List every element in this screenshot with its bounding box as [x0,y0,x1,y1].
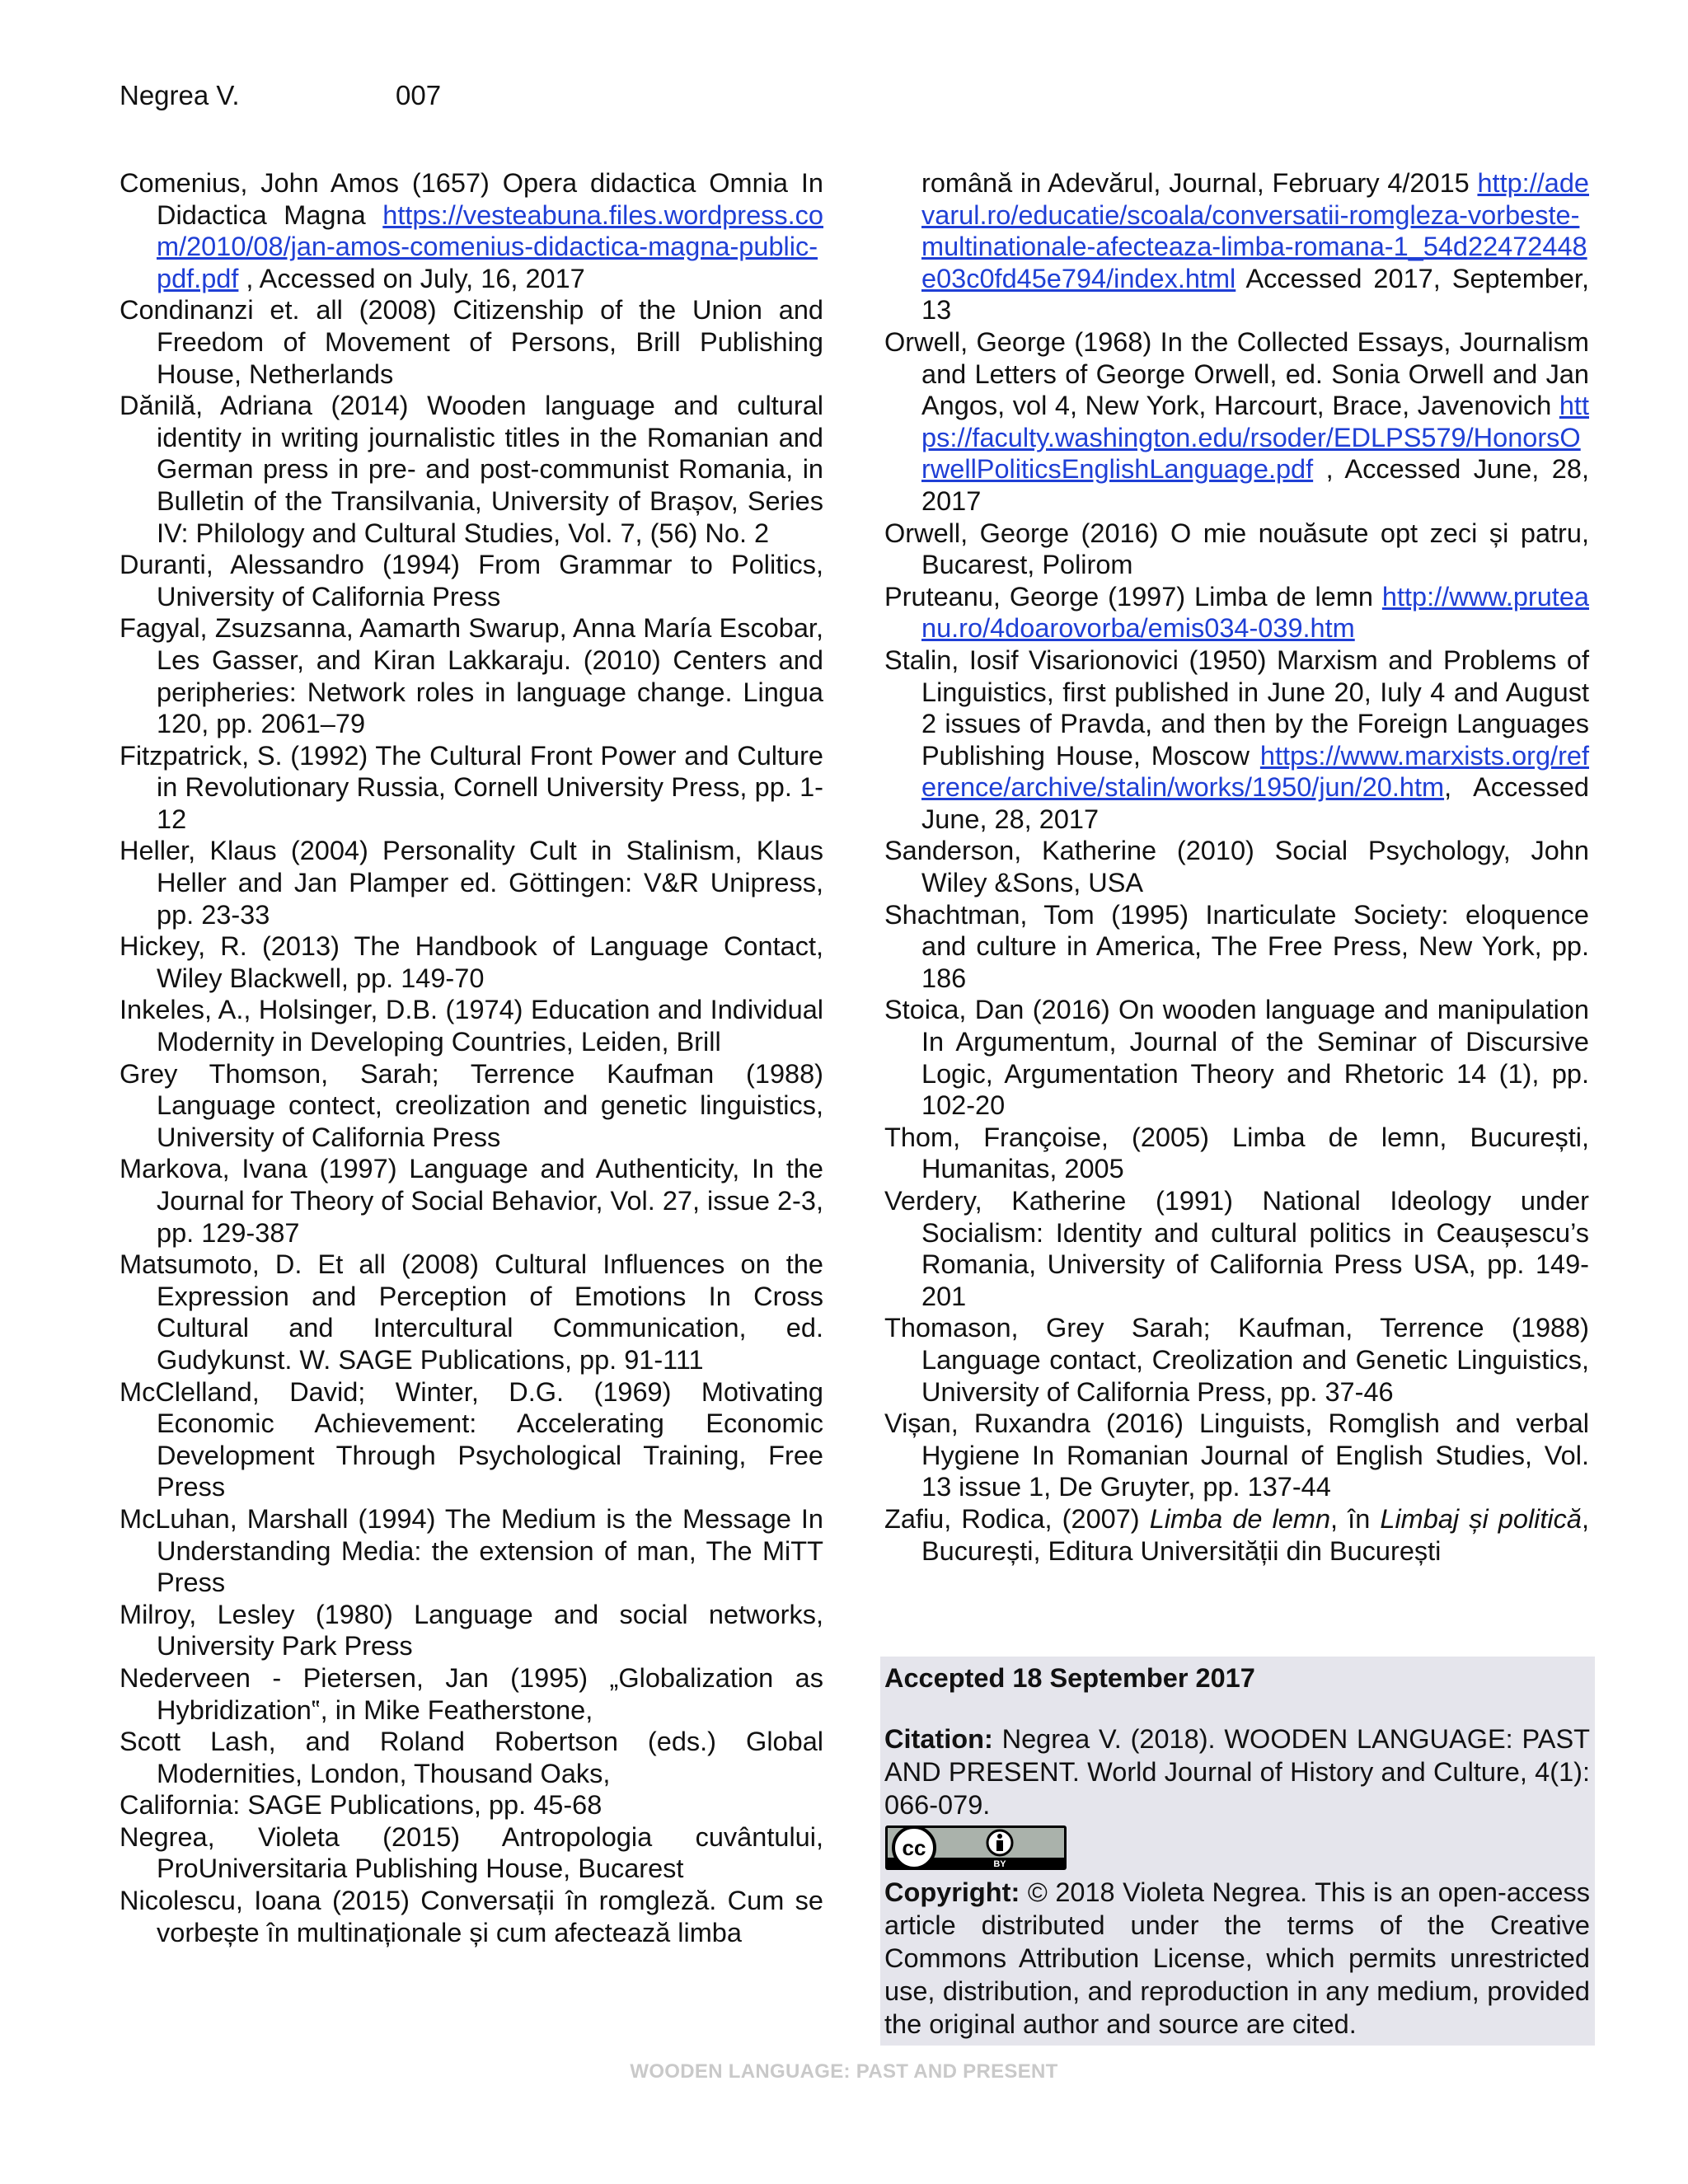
reference-item [120,167,823,294]
reference-link[interactable]: https://www.marxists.org/reference/archive/stalin/works/1950/jun/20.htm [921,740,1589,803]
reference-item [120,612,823,739]
reference-text: , în [1330,1503,1381,1534]
reference-item [884,994,1589,1121]
reference-text: Duranti, Alessandro (1994) From Grammar to Politics, University of California Press [120,550,823,612]
citation-text: Negrea V. (2018). WOODEN LANGUAGE: PAST AND PRESENT. World Journal of History and Culture, 4(1): 066-079. [884,1724,1590,1820]
reference-item [120,1662,823,1726]
copyright-text: © 2018 Violeta Negrea. This is an open-access article distributed under the terms of the Creative Commons Attribution License, which permits unrestricted use, distribution, and reproduction in any medium, provided the original author and source are cited. [884,1877,1590,2039]
citation [884,1722,1590,1821]
reference-item [120,294,823,390]
reference-item [120,1503,823,1599]
reference-text: McLuhan, Marshall (1994) The Medium is the Message In Understanding Media: the extension of man, The MiTT Press [120,1503,823,1598]
reference-item [120,390,823,549]
reference-item [884,644,1589,836]
reference-text: Inkeles, A., Holsinger, D.B. (1974) Education and Individual Modernity in Developing Countries, Leiden, Brill [120,995,823,1057]
reference-text: Orwell, George (2016) O mie nouăsute opt zeci și patru, Bucarest, Polirom [884,518,1589,580]
copyright [884,1876,1590,2041]
reference-item [884,581,1589,644]
reference-text: Dănilă, Adriana (2014) Wooden language and cultural identity in writing journalistic titles in the Romanian and German press in pre- and post-communist Romania, in Bulletin of the Transilvania, University of Brașov, Series IV: Philology and Cultural Studies, Vol. 7, (56) No. 2 [120,391,823,548]
reference-text: Milroy, Lesley (1980) Language and social networks, University Park Press [120,1599,823,1661]
reference-item [884,326,1589,518]
reference-link[interactable]: https://vesteabuna.files.wordpress.com/2010/08/jan-amos-comenius-didactica-magna-public-pdf.pdf [157,199,823,293]
reference-title-italic: Limba de lemn [1149,1503,1331,1534]
reference-item [884,899,1589,995]
reference-item [120,930,823,994]
svg-text:cc: cc [902,1835,926,1860]
reference-text: Heller, Klaus (2004) Personality Cult in Stalinism, Klaus Heller and Jan Plamper ed. Göttingen: V&R Unipress, pp. 23-33 [120,836,823,930]
reference-item [884,1185,1589,1312]
license-badge-label: BY [993,1859,1006,1869]
reference-text: română in Adevărul, Journal, February 4/2015 [921,168,1478,198]
reference-text: Stoica, Dan (2016) On wooden language and manipulation In Argumentum, Journal of the Seminar of Discursive Logic, Argumentation Theory and Rhetoric 14 (1), pp. 102-20 [884,995,1589,1121]
reference-text: Hickey, R. (2013) The Handbook of Language Contact, Wiley Blackwell, pp. 149-70 [120,931,823,993]
reference-text: Orwell, George (1968) In the Collected Essays, Journalism and Letters of George Orwell, ed. Sonia Orwell and Jan Angos, vol 4, New York, Harcourt, Brace, Javenovich [884,326,1589,421]
reference-text: Nederveen - Pietersen, Jan (1995) „Globalization as Hybridization‟, in Mike Featherstone, [120,1662,823,1725]
reference-text: McClelland, David; Winter, D.G. (1969) Motivating Economic Achievement: Accelerating Economic Development Through Psychological Training, Free Press [120,1376,823,1502]
reference-item [120,1789,823,1821]
header-page-number: 007 [396,80,442,110]
reference-item [884,1408,1589,1503]
reference-item [884,1122,1589,1185]
reference-item [120,1058,823,1154]
reference-list [884,326,1589,1503]
reference-continuation [884,167,1589,326]
reference-text: Scott Lash, and Roland Robertson (eds.) Global Modernities, London, Thousand Oaks, [120,1727,823,1788]
reference-text: Comenius, John Amos (1657) Opera didactica Omnia In Didactica Magna [120,168,823,230]
reference-text: Thomason, Grey Sarah; Kaufman, Terrence (1988) Language contact, Creolization and Genetic Linguistics, University of California Press, pp. 37-46 [884,1313,1589,1407]
reference-item [120,549,823,612]
reference-text: Stalin, Iosif Visarionovici (1950) Marxism and Problems of Linguistics, first published in June 20, Iuly 4 and August 2 issues of Pravda, and then by the Foreign Languages Publishing House, Moscow [884,644,1589,771]
references-right-column [884,167,1589,1567]
reference-text-after: Accessed 2017, September, 13 [921,263,1589,326]
running-footer-title: WOODEN LANGUAGE: PAST AND PRESENT [630,2060,1058,2083]
reference-text: Grey Thomson, Sarah; Terrence Kaufman (1988) Language contect, creolization and genetic linguistics, University of California Press [120,1058,823,1152]
reference-text: Verdery, Katherine (1991) National Ideology under Socialism: Identity and cultural politics in Ceaușescu’s Romania, University of California Press USA, pp. 149-201 [884,1186,1589,1311]
reference-text: Sanderson, Katherine (2010) Social Psychology, John Wiley &Sons, USA [884,836,1589,898]
reference-text: Nicolescu, Ioana (2015) Conversații în romgleză. Cum se vorbește în multinaționale și cum afectează limba [120,1886,823,1947]
reference-text: Vișan, Ruxandra (2016) Linguists, Romglish and verbal Hygiene In Romanian Journal of English Studies, Vol. 13 issue 1, De Gruyter, pp. 137-44 [884,1408,1589,1502]
reference-item-zafiu [884,1503,1589,1567]
reference-link[interactable]: http://www.pruteanu.ro/4doarovorba/emis034-039.htm [921,581,1589,644]
header-author: Negrea V. [120,80,240,110]
reference-title-italic: Limbaj și politică [1380,1503,1582,1534]
reference-text: , București, Editura Universității din București [921,1503,1589,1566]
reference-item [120,1153,823,1249]
reference-item [120,994,823,1057]
accepted-date: Accepted 18 September 2017 [884,1663,1255,1693]
reference-text: Negrea, Violeta (2015) Antropologia cuvântului, ProUniversitaria Publishing House, Bucarest [120,1821,823,1884]
reference-text: Fitzpatrick, S. (1992) The Cultural Front Power and Culture in Revolutionary Russia, Cornell University Press, pp. 1-12 [120,740,823,834]
reference-text-after: , Accessed June, 28, 2017 [921,772,1589,834]
citation-label: Citation: [884,1724,993,1754]
reference-text: Fagyal, Zsuzsanna, Aamarth Swarup, Anna María Escobar, Les Gasser, and Kiran Lakkaraju. (2010) Centers and peripheries: Network roles in language change. Lingua 120, pp. 2061–79 [120,613,823,739]
reference-text: Condinanzi et. all (2008) Citizenship of the Union and Freedom of Movement of Persons, Brill Publishing House, Netherlands [120,295,823,389]
reference-item [120,835,823,930]
reference-item [120,1376,823,1503]
reference-text: Shachtman, Tom (1995) Inarticulate Society: eloquence and culture in America, The Free Press, New York, pp. 186 [884,899,1589,993]
reference-text-after: , Accessed on July, 16, 2017 [238,263,585,293]
reference-text: Matsumoto, D. Et all (2008) Cultural Influences on the Expression and Perception of Emotions In Cross Cultural and Intercultural Communication, ed. Gudykunst. W. SAGE Publications, pp. 91-111 [120,1249,823,1375]
creative-commons-by-icon[interactable] [884,1825,1067,1871]
reference-link[interactable]: http://adevarul.ro/educatie/scoala/conversatii-romgleza-vorbeste-multinationale-afecteaza-limba-romana-1_54d22472448e03c0fd45e794/index.html [921,168,1589,293]
reference-item [120,1726,823,1789]
reference-item [120,1599,823,1662]
copyright-label: Copyright: [884,1877,1020,1907]
reference-item [884,518,1589,581]
reference-text: Markova, Ivana (1997) Language and Authenticity, In the Journal for Theory of Social Behavior, Vol. 27, issue 2-3, pp. 129-387 [120,1154,823,1248]
reference-link[interactable]: https://faculty.washington.edu/rsoder/EDLPS579/HonorsOrwellPoliticsEnglishLanguage.pdf [921,391,1589,485]
reference-item [120,740,823,836]
reference-item [120,1249,823,1376]
reference-text: Zafiu, Rodica, (2007) [884,1503,1150,1534]
reference-text: Pruteanu, George (1997) Limba de lemn [884,581,1382,612]
reference-item [120,1885,823,1948]
article-info-box [880,1657,1595,2046]
page-header [120,79,442,112]
reference-text: California: SAGE Publications, pp. 45-68 [120,1790,603,1821]
reference-item [884,835,1589,898]
reference-item [120,1821,823,1885]
reference-item [884,1312,1589,1408]
references-left-column [120,167,823,1948]
reference-text: Thom, Françoise, (2005) Limba de lemn, București, Humanitas, 2005 [884,1122,1589,1184]
reference-text-after: , Accessed June, 28, 2017 [921,454,1589,516]
